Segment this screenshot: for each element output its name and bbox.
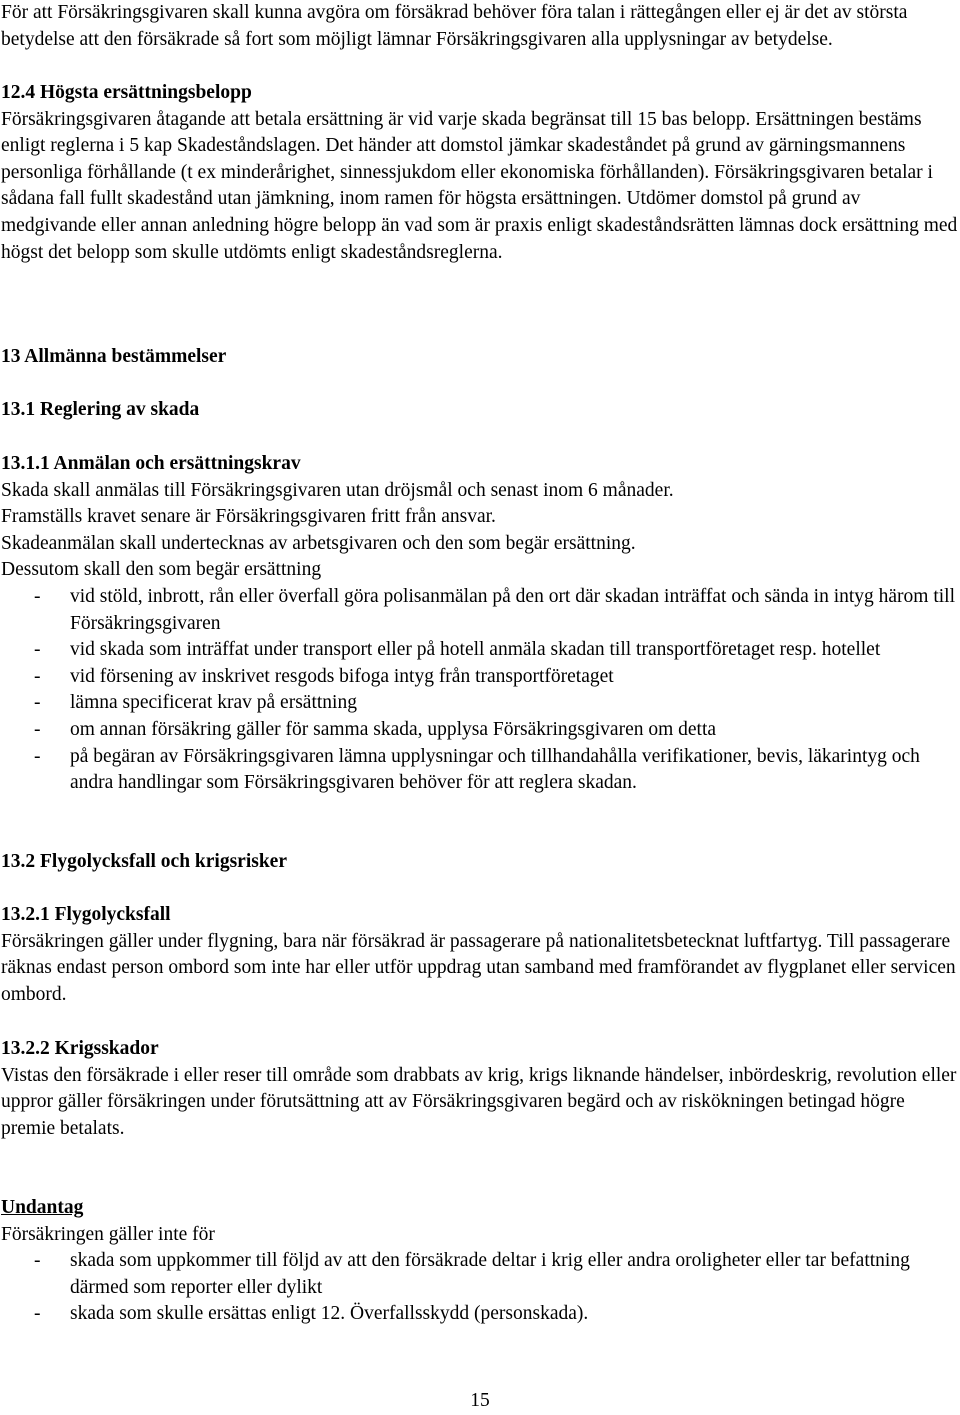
section-heading: 12.4 Högsta ersättningsbelopp (1, 82, 252, 103)
section-text: Försäkringsgivaren åtagande att betala ersättning är vid varje skada begränsat till 15 bas belopp. Ersättningen bestäms enligt reglerna i 5 kap Skadeståndslagen. Det händer att domstol jämkar skadeståndet på grund av gärningsmannens personliga förhållande (t ex minderårighet, sinnessjukdom eller ekonomiska förhållanden). Försäkringsgivaren betalar i sådana fall fullt skadestånd utan jämkning, inom ramen för högsta ersättningen. Utdömer domstol på grund av medgivande eller annan anledning högre belopp än vad som är praxis enligt skadeståndsrätten lämnas dock ersättning med högst det belopp som skulle utdömts enligt skadeståndsreglerna. (1, 108, 958, 263)
section-text: Försäkringen gäller under flygning, bara när försäkrad är passagerare på nationalitetsbetecknat luftfartyg. Till passagerare räknas endast person ombord som inte har eller utför uppdrag utan samband med framförandet av flygplanet eller servicen ombord. (1, 930, 956, 1005)
section-heading: Undantag (1, 1197, 84, 1218)
section-heading: 13.2.1 Flygolycksfall (1, 904, 171, 925)
list-item: - om annan försäkring gäller för samma skada, upplysa Försäkringsgivaren om detta (1, 717, 958, 744)
list-item: - på begäran av Försäkringsgivaren lämna upplysningar och tillhandahålla verifikationer, bevis, läkarintyg och andra handlingar som Försäkringsgivaren behöver för att reglera skadan. (1, 744, 958, 797)
section-text: Vistas den försäkrade i eller reser till område som drabbats av krig, krigs liknande händelser, inbördeskrig, revolution eller uppror gäller försäkringen under förutsättning att av Försäkringsgivaren begärd och av riskökningen betingad högre premie betalats. (1, 1064, 957, 1139)
section-line: Framställs kravet senare är Försäkringsgivaren fritt från ansvar. (1, 506, 496, 528)
section-heading: 13.2.2 Krigsskador (1, 1038, 159, 1059)
list-item: - vid försening av inskrivet resgods bifoga intyg från transportföretaget (1, 664, 958, 691)
section-13-heading: 13 Allmänna bestämmelser (1, 346, 227, 367)
list-item: - skada som uppkommer till följd av att den försäkrade deltar i krig eller andra oroligheter eller tar befattning därmed som reporter eller dylikt (1, 1248, 958, 1301)
section-13-1-1 (1, 451, 958, 797)
list-item: - skada som skulle ersättas enligt 12. Överfallsskydd (personskada). (1, 1301, 958, 1328)
list-item: - vid stöld, inbrott, rån eller överfall göra polisanmälan på den ort där skadan inträffat och sända in intyg härom till Försäkringsgivaren (1, 584, 958, 637)
list-item: - lämna specificerat krav på ersättning (1, 690, 958, 717)
intro-paragraph: För att Försäkringsgivaren skall kunna avgöra om försäkrad behöver föra talan i rättegången eller ej är det av största betydelse att den försäkrade så fort som möjligt lämnar Försäkringsgivaren alla upplysningar av betydelse. (1, 2, 908, 50)
section-13-2-heading: 13.2 Flygolycksfall och krigsrisker (1, 851, 287, 872)
section-line: Skadeanmälan skall undertecknas av arbetsgivaren och den som begär ersättning. (1, 532, 636, 554)
section-lead: Försäkringen gäller inte för (1, 1223, 215, 1245)
page-number: 15 (470, 1390, 490, 1411)
section-line: Dessutom skall den som begär ersättning (1, 559, 322, 581)
section-line: Skada skall anmälas till Försäkringsgivaren utan dröjsmål och senast inom 6 månader. (1, 479, 674, 501)
section-heading: 13.1.1 Anmälan och ersättningskrav (1, 453, 301, 474)
section-13-2-1 (1, 902, 958, 1008)
section-13-1-heading: 13.1 Reglering av skada (1, 399, 200, 420)
section-12-4 (1, 80, 958, 266)
section-undantag (1, 1195, 958, 1328)
section-13-2-2 (1, 1036, 958, 1142)
list-item: - vid skada som inträffat under transport eller på hotell anmäla skadan till transportföretaget resp. hotellet (1, 637, 958, 664)
exclusions-list (1, 1248, 958, 1328)
claim-requirements-list (1, 584, 958, 797)
